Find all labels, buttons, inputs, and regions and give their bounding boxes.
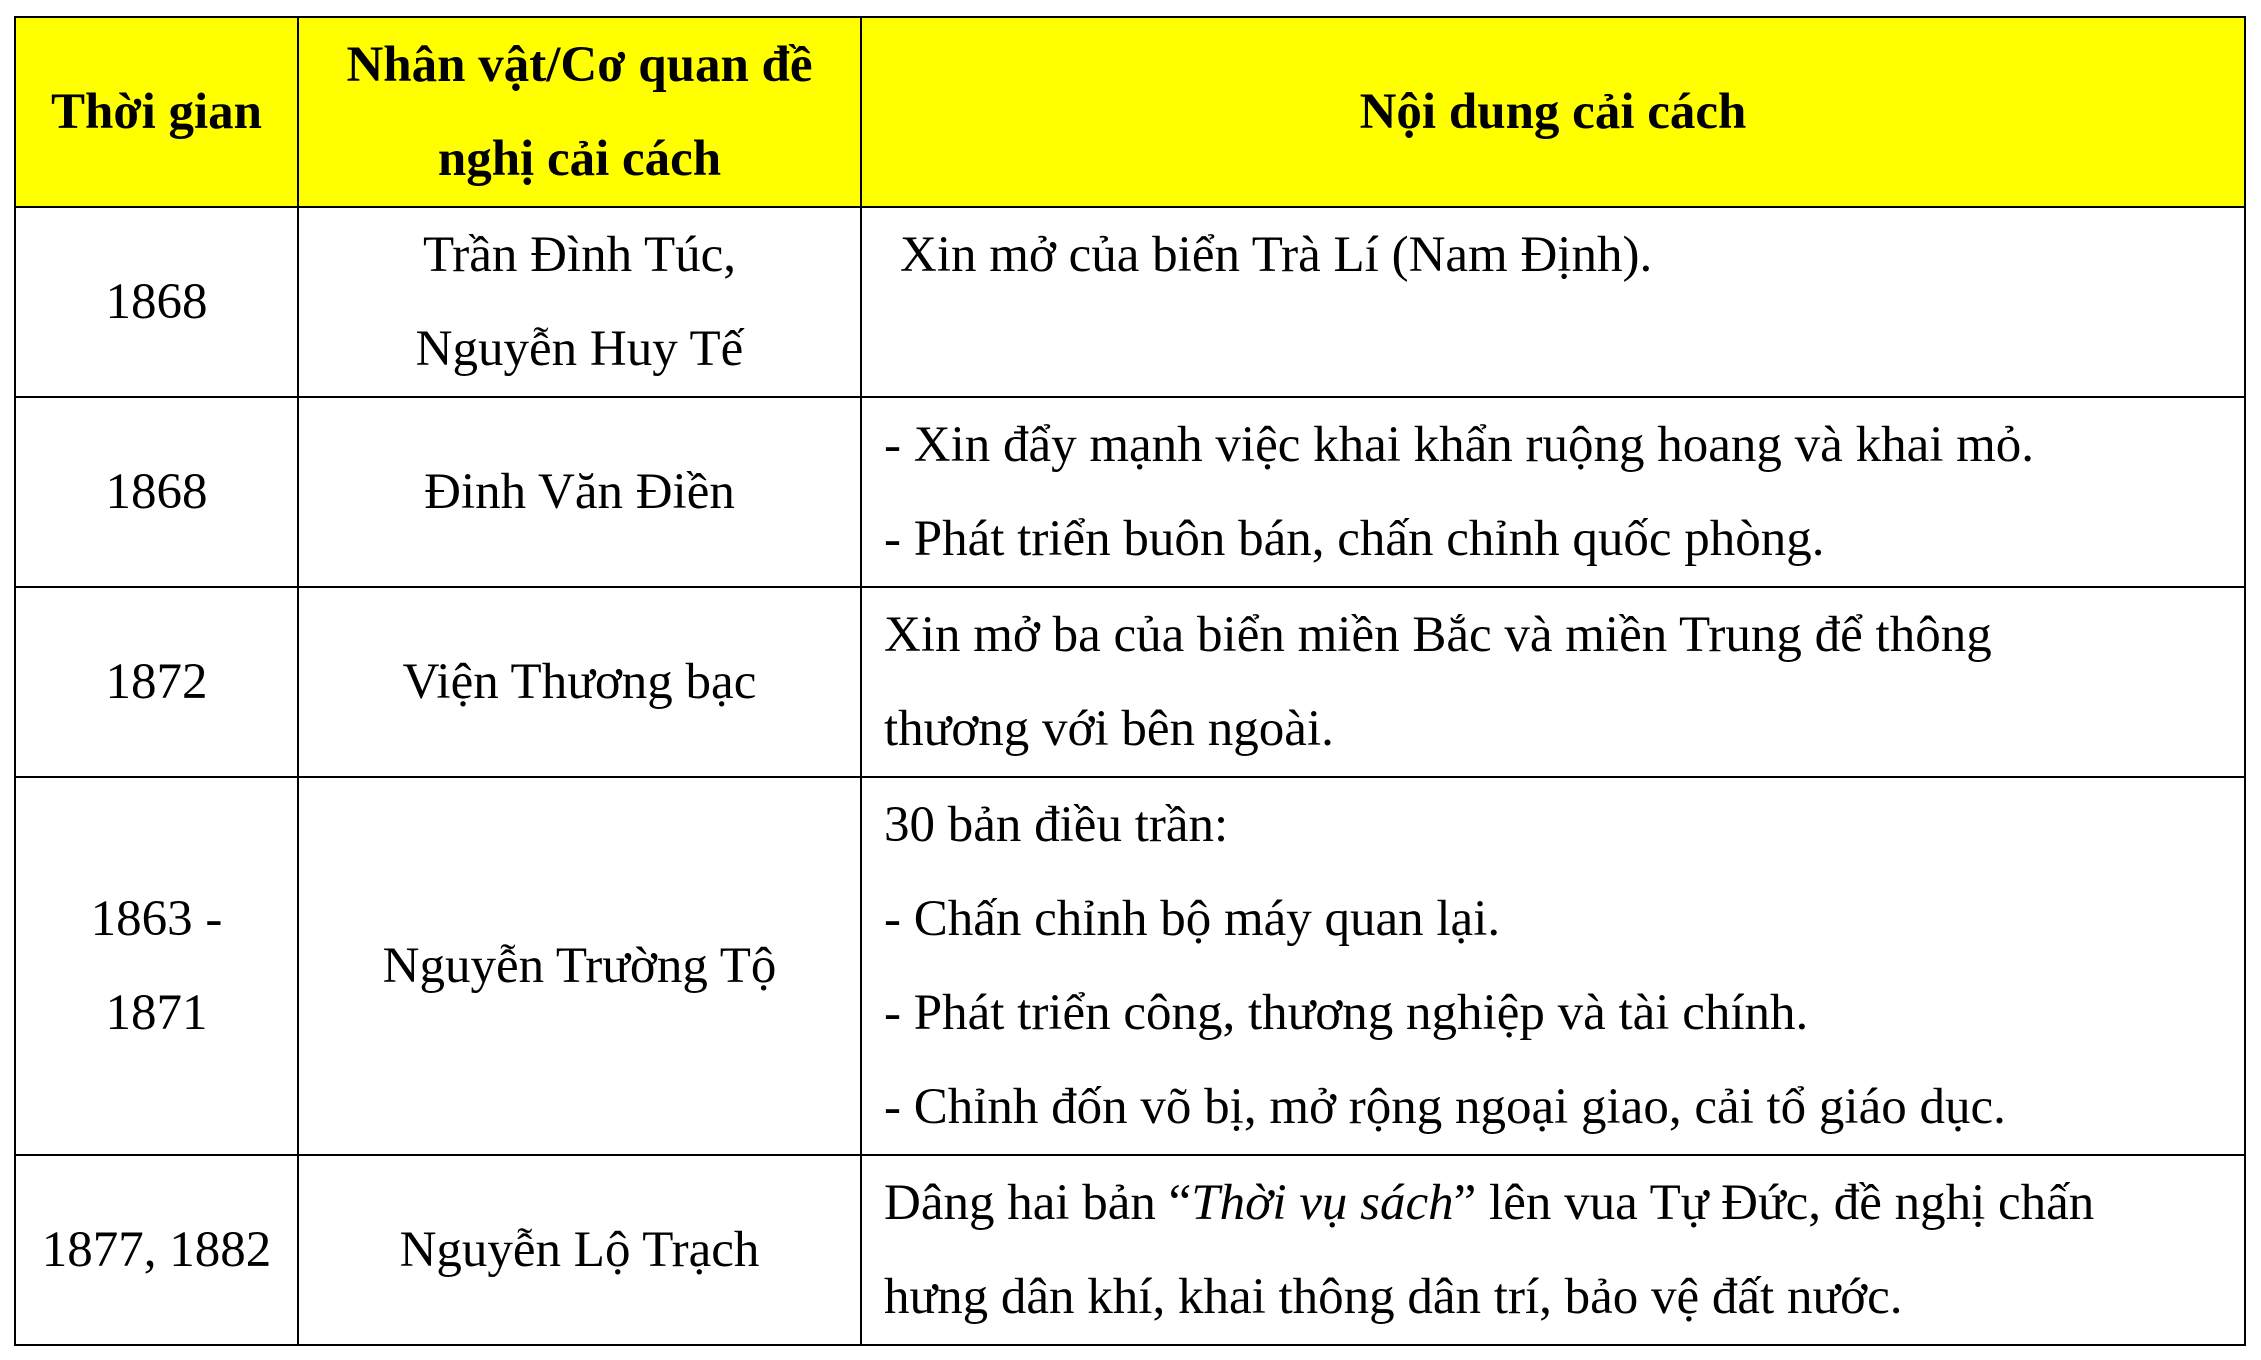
row-year: 1868 — [15, 207, 298, 397]
table-row — [15, 777, 2245, 1155]
row-person: Nguyễn Trường Tộ — [298, 777, 861, 1155]
content-line: thương với bên ngoài. — [884, 701, 1334, 757]
row-content — [861, 1155, 2245, 1345]
row-person: Viện Thương bạc — [298, 587, 861, 777]
row-content — [861, 587, 2245, 777]
row-person — [298, 207, 861, 397]
table-row — [15, 587, 2245, 777]
table-header-row — [15, 17, 2245, 207]
row-person: Nguyễn Lộ Trạch — [298, 1155, 861, 1345]
row-content — [861, 207, 2245, 397]
row-year: 1868 — [15, 397, 298, 587]
row-year-line: 1871 — [105, 985, 208, 1041]
row-content — [861, 777, 2245, 1155]
content-text: ” lên vua Tự Đức, đề nghị chấn — [1453, 1175, 2095, 1231]
content-line: 30 bản điều trần: — [884, 797, 1229, 853]
row-year — [15, 777, 298, 1155]
content-line — [884, 1156, 2228, 1250]
content-line: hưng dân khí, khai thông dân trí, bảo vệ đất nước. — [884, 1269, 1903, 1325]
content-text: Dâng hai bản “ — [884, 1175, 1192, 1231]
reform-table — [14, 16, 2246, 1346]
table-row — [15, 1155, 2245, 1345]
table-row — [15, 397, 2245, 587]
content-line: - Chỉnh đốn võ bị, mở rộng ngoại giao, cải tổ giáo dục. — [884, 1079, 2006, 1135]
header-time: Thời gian — [15, 17, 298, 207]
content-line: Xin mở ba của biển miền Bắc và miền Trung để thông — [884, 607, 1992, 663]
header-content: Nội dung cải cách — [861, 17, 2245, 207]
header-person-line1: Nhân vật/Cơ quan đề — [346, 37, 813, 93]
row-person: Đinh Văn Điền — [298, 397, 861, 587]
table-row — [15, 207, 2245, 397]
book-title: Thời vụ sách — [1191, 1175, 1454, 1231]
row-year: 1877, 1882 — [15, 1155, 298, 1345]
row-year-line: 1863 - — [90, 891, 223, 947]
content-line: - Chấn chỉnh bộ máy quan lại. — [884, 891, 1501, 947]
row-content — [861, 397, 2245, 587]
header-person — [298, 17, 861, 207]
content-line: - Phát triển buôn bán, chấn chỉnh quốc phòng. — [884, 511, 1825, 567]
row-person-line: Trần Đình Túc, — [422, 227, 737, 283]
content-line: - Phát triển công, thương nghiệp và tài chính. — [884, 985, 1809, 1041]
content-line: Xin mở của biển Trà Lí (Nam Định). — [900, 227, 1653, 283]
row-person-line: Nguyễn Huy Tế — [415, 321, 744, 377]
row-year: 1872 — [15, 587, 298, 777]
content-line: - Xin đẩy mạnh việc khai khẩn ruộng hoang và khai mỏ. — [884, 417, 2035, 473]
header-person-line2: nghị cải cách — [437, 131, 722, 187]
